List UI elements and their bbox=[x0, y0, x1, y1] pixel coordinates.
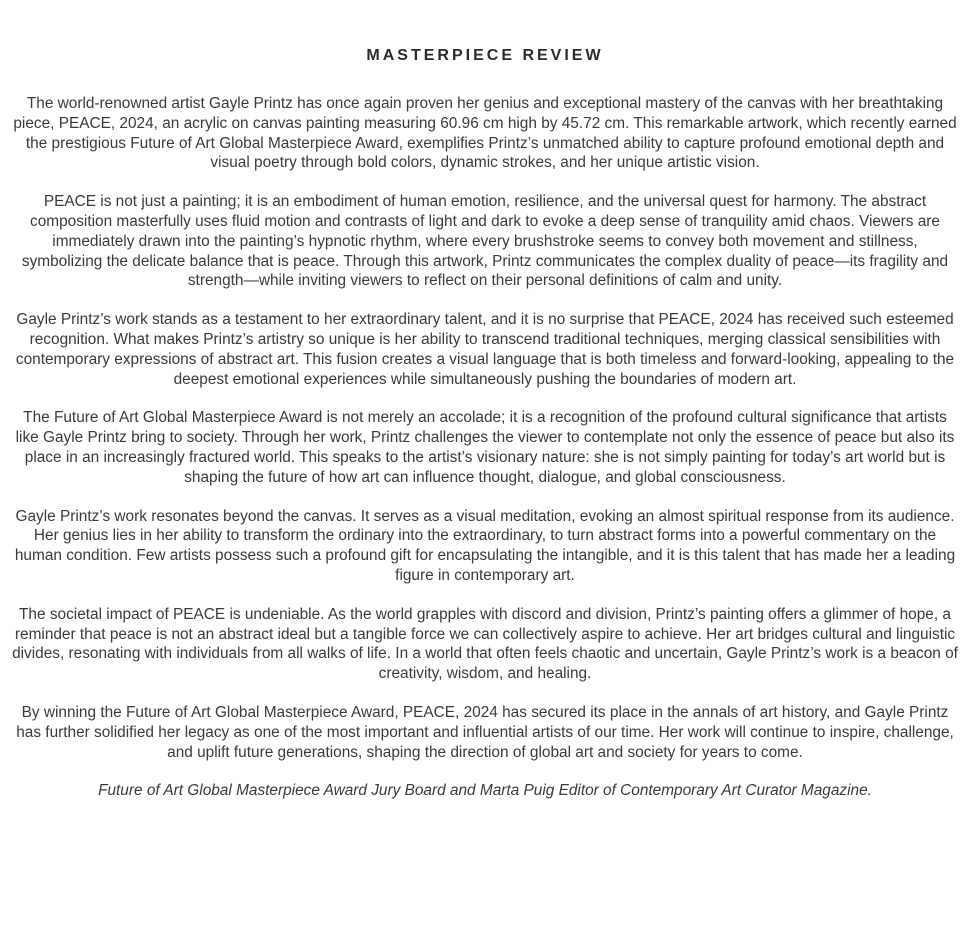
paragraph-societal-impact: The societal impact of PEACE is undeniable. As the world grapples with discord and division, Printz’s painting offers a glimmer of hope, a reminder that peace is not an abstract ideal but a tangible force we can collectively aspire to achieve. Her art bridges cultural and linguistic divides, resonating with individuals from all walks of life. In a world that often feels chaotic and uncertain, Gayle Printz’s work is a beacon of creativity, wisdom, and healing. bbox=[12, 605, 958, 683]
paragraph-peace-description: PEACE is not just a painting; it is an embodiment of human emotion, resilience, and the universal quest for harmony. The abstract composition masterfully uses fluid motion and contrasts of light and dark to evoke a deep sense of tranquility amid chaos. Viewers are immediately drawn into the painting’s hypnotic rhythm, where every brushstroke seems to convey both movement and stillness, symbolizing the delicate balance that is peace. Through this artwork, Printz communicates the complex duality of peace—its fragility and strength—while inviting viewers to reflect on their personal definitions of calm and unity. bbox=[21, 193, 949, 290]
page-title: MASTERPIECE REVIEW bbox=[366, 47, 604, 64]
paragraph-conclusion: By winning the Future of Art Global Masterpiece Award, PEACE, 2024 has secured its place in the annals of art history, and Gayle Printz has further solidified her legacy as one of the most important and influential artists of our time. Her work will continue to inspire, challenge, and uplift future generations, shaping the direction of global art and society for years to come. bbox=[16, 703, 954, 761]
signature-line: Future of Art Global Masterpiece Award Jury Board and Marta Puig Editor of Contemporary Art Curator Magazine. bbox=[98, 782, 872, 800]
paragraph-talent: Gayle Printz’s work stands as a testament to her extraordinary talent, and it is no surprise that PEACE, 2024 has received such esteemed recognition. What makes Printz’s artistry so unique is her ability to transcend traditional techniques, merging classical sensibilities with contemporary expressions of abstract art. This fusion creates a visual language that is both timeless and forward-looking, appealing to the deepest emotional experiences while simultaneously pushing the boundaries of modern art. bbox=[15, 311, 955, 388]
paragraph-intro: The world-renowned artist Gayle Printz has once again proven her genius and exceptional mastery of the canvas with her breathtaking piece, PEACE, 2024, an acrylic on canvas painting measuring 60.96 cm high by 45.72 cm. This remarkable artwork, which recently earned the prestigious Future of Art Global Masterpiece Award, exemplifies Printz’s unmatched ability to capture profound emotional depth and visual poetry through bold colors, dynamic strokes, and her unique artistic vision. bbox=[13, 95, 957, 172]
paragraph-resonance: Gayle Printz’s work resonates beyond the canvas. It serves as a visual meditation, evoking an almost spiritual response from its audience. Her genius lies in her ability to transform the ordinary into the extraordinary, to turn abstract forms into a powerful commentary on the human condition. Few artists possess such a profound gift for encapsulating the intangible, and it is this talent that has made her a leading figure in contemporary art. bbox=[14, 507, 956, 584]
paragraph-award-significance: The Future of Art Global Masterpiece Award is not merely an accolade; it is a recognition of the profound cultural significance that artists like Gayle Printz bring to society. Through her work, Printz challenges the viewer to contemplate not only the essence of peace but also its place in an increasingly fractured world. This speaks to the artist’s visionary nature: she is not simply painting for today’s art world but is shaping the future of how art can influence thought, dialogue, and global consciousness. bbox=[15, 409, 955, 486]
